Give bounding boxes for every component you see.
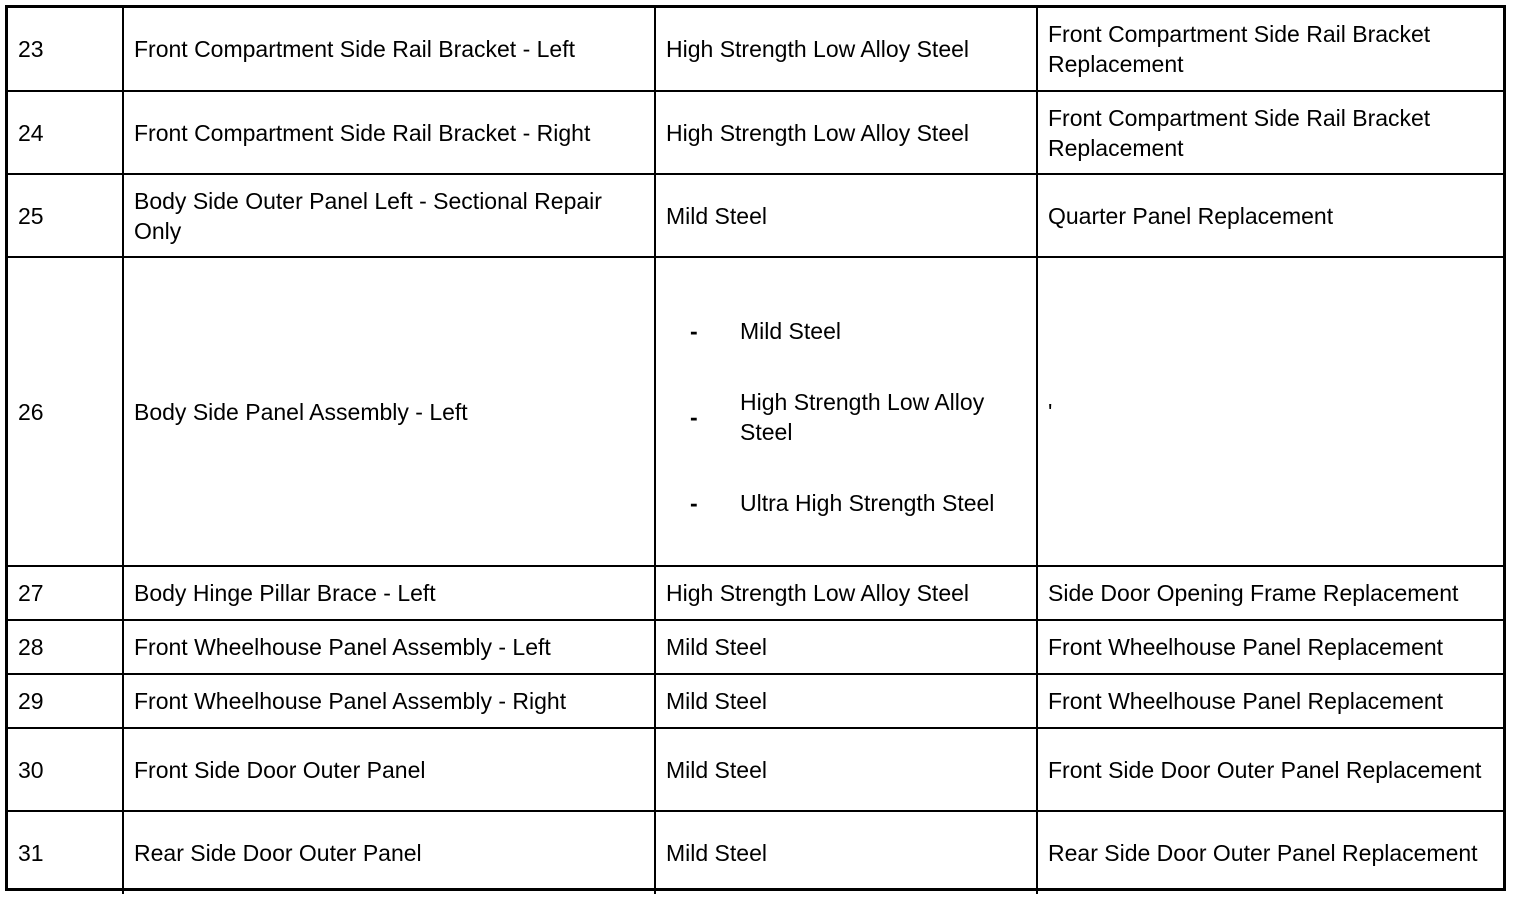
- material: Mild Steel: [655, 620, 1037, 674]
- item-number: 30: [8, 728, 123, 811]
- table-row: [8, 566, 1503, 620]
- item-number: 26: [8, 257, 123, 566]
- repair-procedure: Front Side Door Outer Panel Replacement: [1037, 728, 1503, 811]
- material: Mild Steel: [655, 174, 1037, 257]
- part-name: Front Side Door Outer Panel: [123, 728, 655, 811]
- material-list: [666, 301, 1026, 533]
- material-list-cell: [655, 257, 1037, 566]
- item-number: 28: [8, 620, 123, 674]
- material: High Strength Low Alloy Steel: [740, 388, 985, 445]
- material: Mild Steel: [740, 317, 841, 344]
- part-name: Front Compartment Side Rail Bracket - Right: [123, 91, 655, 174]
- repair-procedure: Quarter Panel Replacement: [1037, 174, 1503, 257]
- repair-procedure: Rear Side Door Outer Panel Replacement: [1037, 811, 1503, 894]
- item-number: 29: [8, 674, 123, 728]
- table-row: [8, 257, 1503, 566]
- repair-procedure: Side Door Opening Frame Replacement: [1037, 566, 1503, 620]
- bullet-dash: -: [690, 489, 698, 516]
- bullet-dash: -: [690, 317, 698, 344]
- table-row: [8, 91, 1503, 174]
- item-number: 25: [8, 174, 123, 257]
- part-name: Body Side Outer Panel Left - Sectional Repair Only: [123, 174, 655, 257]
- part-name: Front Wheelhouse Panel Assembly - Right: [123, 674, 655, 728]
- material: Mild Steel: [655, 811, 1037, 894]
- item-number: 31: [8, 811, 123, 894]
- material: High Strength Low Alloy Steel: [655, 91, 1037, 174]
- table-row: [8, 8, 1503, 91]
- parts-table: [5, 5, 1506, 891]
- repair-procedure: Front Compartment Side Rail Bracket Replacement: [1037, 8, 1503, 91]
- bullet-dash: -: [690, 403, 698, 430]
- part-name: Body Hinge Pillar Brace - Left: [123, 566, 655, 620]
- material: High Strength Low Alloy Steel: [655, 566, 1037, 620]
- repair-procedure: Front Compartment Side Rail Bracket Replacement: [1037, 91, 1503, 174]
- item-number: 23: [8, 8, 123, 91]
- item-number: 27: [8, 566, 123, 620]
- table-row: [8, 674, 1503, 728]
- part-name: Rear Side Door Outer Panel: [123, 811, 655, 894]
- part-name: Front Compartment Side Rail Bracket - Left: [123, 8, 655, 91]
- table-row: [8, 811, 1503, 894]
- material-list-item: [666, 301, 1026, 361]
- material: Mild Steel: [655, 674, 1037, 728]
- material: Ultra High Strength Steel: [740, 489, 995, 516]
- material: High Strength Low Alloy Steel: [655, 8, 1037, 91]
- parts-table-grid: [8, 8, 1503, 894]
- repair-procedure: Front Wheelhouse Panel Replacement: [1037, 620, 1503, 674]
- repair-procedure: Front Wheelhouse Panel Replacement: [1037, 674, 1503, 728]
- part-name: Front Wheelhouse Panel Assembly - Left: [123, 620, 655, 674]
- part-name: Body Side Panel Assembly - Left: [123, 257, 655, 566]
- material: Mild Steel: [655, 728, 1037, 811]
- table-row: [8, 620, 1503, 674]
- material-list-item: [666, 473, 1026, 533]
- table-row: [8, 728, 1503, 811]
- material-list-item: [666, 387, 1026, 447]
- repair-procedure: ': [1037, 257, 1503, 566]
- table-row: [8, 174, 1503, 257]
- item-number: 24: [8, 91, 123, 174]
